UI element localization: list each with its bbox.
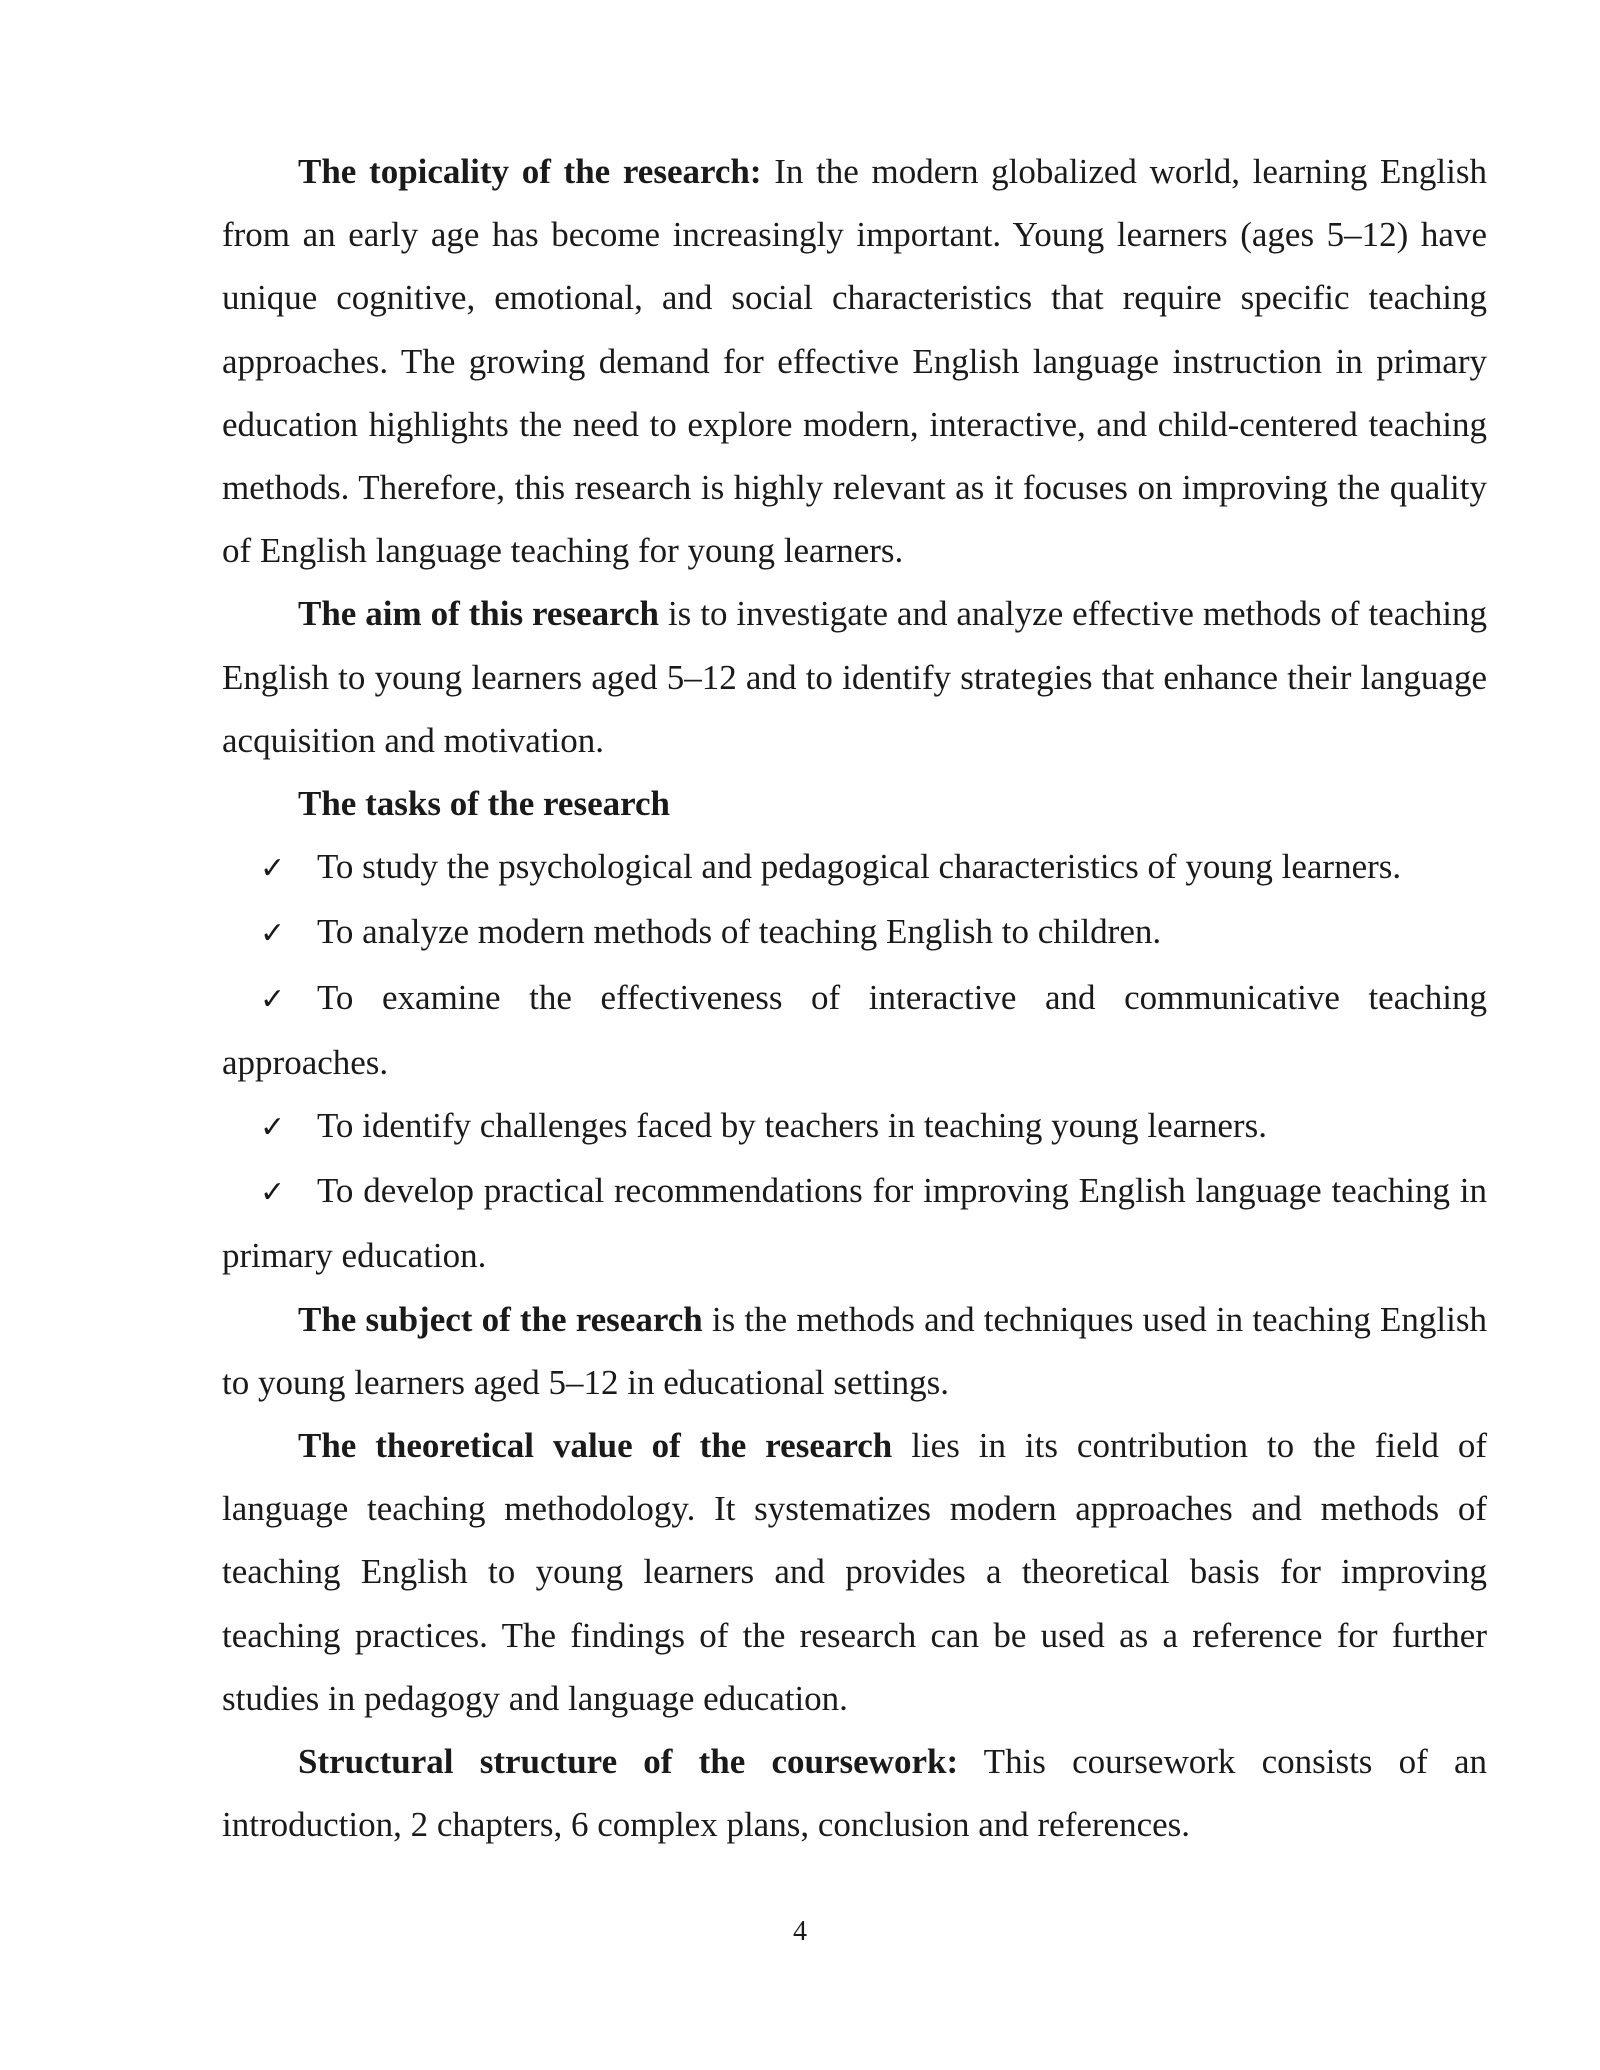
- topicality-lead: The topicality of the research:: [298, 152, 762, 191]
- checkmark-icon: ✓: [260, 916, 286, 952]
- checkmark-icon: ✓: [260, 851, 286, 887]
- task-item: [222, 900, 1487, 965]
- task-text: To study the psychological and pedagogical characteristics of young learners.: [317, 847, 1402, 887]
- subject-text: is the methods and techniques used in teaching English to young learners aged 5–12 in educational settings.: [222, 1299, 1487, 1402]
- task-item: [222, 835, 1487, 900]
- task-item: [222, 1094, 1487, 1159]
- checkmark-icon: ✓: [260, 1110, 286, 1146]
- page-number: 4: [793, 1916, 807, 1947]
- topicality-paragraph: [222, 140, 1487, 582]
- theoretical-paragraph: [222, 1414, 1487, 1730]
- aim-paragraph: [222, 582, 1487, 772]
- task-item: [222, 966, 1487, 1094]
- theoretical-lead: The theoretical value of the research: [298, 1426, 893, 1466]
- structure-lead: Structural structure of the coursework:: [298, 1742, 959, 1782]
- structure-text: This coursework consists of an introduction, 2 chapters, 6 complex plans, conclusion and references.: [222, 1742, 1488, 1845]
- tasks-heading: The tasks of the research: [298, 784, 671, 824]
- task-text: To analyze modern methods of teaching English to children.: [317, 912, 1162, 952]
- task-text: To examine the effectiveness of interactive and communicative teaching approaches.: [222, 977, 1487, 1082]
- task-text: To develop practical recommendations for improving English language teaching in primary education.: [222, 1171, 1487, 1276]
- checkmark-icon: ✓: [260, 1175, 286, 1211]
- task-item: [222, 1159, 1487, 1287]
- structure-paragraph: [222, 1730, 1487, 1856]
- subject-paragraph: [222, 1288, 1487, 1414]
- theoretical-text: lies in its contribution to the field of language teaching methodology. It systematizes modern approaches and methods of teaching English to young learners and provides a theoretical basis for improving teaching practices. The findings of the research can be used as a reference for further studies in pedagogy and language education.: [222, 1426, 1488, 1718]
- aim-lead: The aim of this research: [298, 594, 660, 634]
- subject-lead: The subject of the research: [298, 1299, 703, 1339]
- aim-text: is to investigate and analyze effective methods of teaching English to young learners aged 5–12 and to identify strategies that enhance their language acquisition and motivation.: [222, 594, 1487, 760]
- document-page: [222, 140, 1487, 1856]
- task-text: To identify challenges faced by teachers in teaching young learners.: [317, 1106, 1267, 1146]
- topicality-text: In the modern globalized world, learning English from an early age has become increasingly important. Young learners (ages 5–12) have unique cognitive, emotional, and social characteristics that require specific teaching approaches. The growing demand for effective English language instruction in primary education highlights the need to explore modern, interactive, and child-centered teaching methods. Therefore, this research is highly relevant as it focuses on improving the quality of English language teaching for young learners.: [222, 152, 1487, 571]
- checkmark-icon: ✓: [260, 981, 286, 1017]
